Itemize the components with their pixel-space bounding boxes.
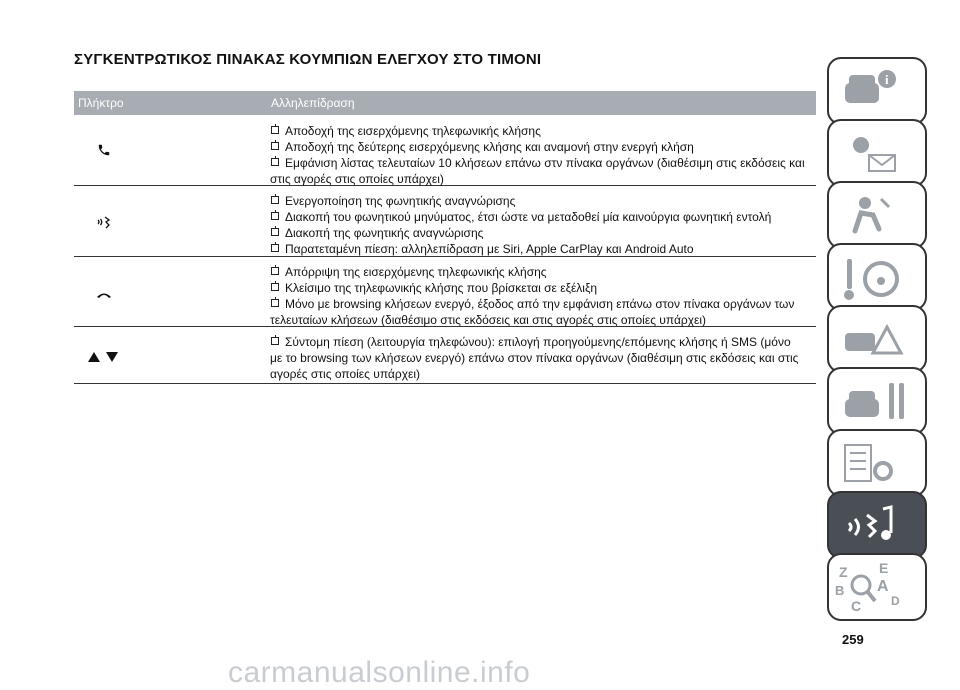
up-down-arrows-icon: [74, 345, 134, 369]
checkbox-bullet-icon: [271, 228, 279, 236]
svg-text:i: i: [885, 72, 889, 87]
watermark: carmanualsonline.info: [228, 656, 531, 689]
table-row: [74, 186, 816, 257]
table-header: [74, 91, 816, 115]
tab-emergency[interactable]: [827, 305, 927, 373]
tab-steering-key[interactable]: [827, 243, 927, 311]
tab-airbag[interactable]: [827, 181, 927, 249]
checkbox-bullet-icon: [271, 126, 279, 134]
warning-lights-icon: [829, 121, 927, 187]
list-item: Σύντομη πίεση (λειτουργία τηλεφώνου): επιλογή προηγούμενης/επόμενης κλήσης ή SMS (μόνο: [270, 334, 816, 350]
checkbox-bullet-icon: [271, 337, 279, 345]
table-row: [74, 257, 816, 327]
list-item: Διακοπή της φωνητικής αναγνώρισης: [270, 225, 816, 241]
list-item: Κλείσιμο της τηλεφωνικής κλήσης που βρίσκεται σε εξέλιξη: [270, 280, 816, 296]
svg-text:B: B: [835, 583, 845, 598]
svg-text:C: C: [851, 598, 862, 614]
voice-command-icon: [74, 210, 134, 234]
phone-icon: [74, 138, 134, 162]
multimedia-icon: [829, 493, 927, 559]
table-row: [74, 327, 816, 384]
checkbox-bullet-icon: [271, 283, 279, 291]
checkbox-bullet-icon: [271, 267, 279, 275]
steering-key-icon: [829, 245, 927, 311]
page-number: 259: [842, 632, 864, 647]
emergency-icon: [829, 307, 927, 373]
continuation-text: τελευταίων κλήσεων (διαθέσιμο στις εκδόσεις και στις αγορές στις οποίες υπάρχει): [270, 313, 707, 327]
table-row: [74, 116, 816, 186]
list-item: Απόρριψη της εισερχόμενης τηλεφωνικής κλήσης: [270, 264, 816, 280]
list-item: Διακοπή του φωνητικού μηνύματος, έτσι ώστε να μεταδοθεί μία καινούργια φωνητική εντολή: [270, 209, 816, 225]
car-info-icon: [829, 59, 927, 125]
airbag-icon: [829, 183, 927, 249]
svg-text:Z: Z: [839, 564, 848, 580]
checkbox-bullet-icon: [271, 244, 279, 252]
list-item: Μόνο με browsing κλήσεων ενεργό, έξοδος από την εμφάνιση επάνω στον πίνακα οργάνων των: [270, 296, 816, 312]
svg-text:E: E: [879, 560, 889, 576]
tab-car-info[interactable]: [827, 57, 927, 125]
technical-data-icon: [829, 431, 927, 497]
checkbox-bullet-icon: [271, 212, 279, 220]
page-title: ΣΥΓΚΕΝΤΡΩΤΙΚΟΣ ΠΙΝΑΚΑΣ ΚΟΥΜΠΙΩΝ ΕΛΕΓΧΟΥ ΣΤΟ ΤΙΜΟΝΙ: [74, 51, 542, 68]
tab-alphabetical-index[interactable]: [827, 553, 927, 621]
list-item: Παρατεταμένη πίεση: αλληλεπίδραση με Siri, Apple CarPlay και Android Auto: [270, 241, 816, 257]
continuation-text: με το browsing των κλήσεων ενεργό) επάνω στον πίνακα οργάνων (διαθέσιμη στις εκδόσεις και στις αγορές στις οποίες υπάρχει): [270, 351, 799, 381]
hang-up-icon: [74, 283, 134, 307]
svg-text:D: D: [891, 594, 900, 608]
checkbox-bullet-icon: [271, 196, 279, 204]
tab-multimedia[interactable]: [827, 491, 927, 559]
list-item: Αποδοχή της δεύτερης εισερχόμενης κλήσης και αναμονή στην ενεργή κλήση: [270, 139, 816, 155]
header-interaction: Αλληλεπίδραση: [271, 96, 355, 110]
list-item: Ενεργοποίηση της φωνητικής αναγνώρισης: [270, 193, 816, 209]
continuation-text: στις αγορές στις οποίες υπάρχει): [270, 172, 444, 186]
alphabetical-index-icon: [829, 555, 927, 621]
checkbox-bullet-icon: [271, 299, 279, 307]
checkbox-bullet-icon: [271, 158, 279, 166]
header-key: Πλήκτρο: [78, 96, 124, 110]
car-maintenance-icon: [829, 369, 927, 435]
tab-car-maintenance[interactable]: [827, 367, 927, 435]
tab-technical-data[interactable]: [827, 429, 927, 497]
checkbox-bullet-icon: [271, 142, 279, 150]
tab-warning-lights[interactable]: [827, 119, 927, 187]
list-item: Εμφάνιση λίστας τελευταίων 10 κλήσεων επάνω στν πίνακα οργάνων (διαθέσιμη στις εκδόσεις και: [270, 155, 816, 171]
svg-text:A: A: [877, 578, 889, 595]
list-item: Αποδοχή της εισερχόμενης τηλεφωνικής κλήσης: [270, 123, 816, 139]
